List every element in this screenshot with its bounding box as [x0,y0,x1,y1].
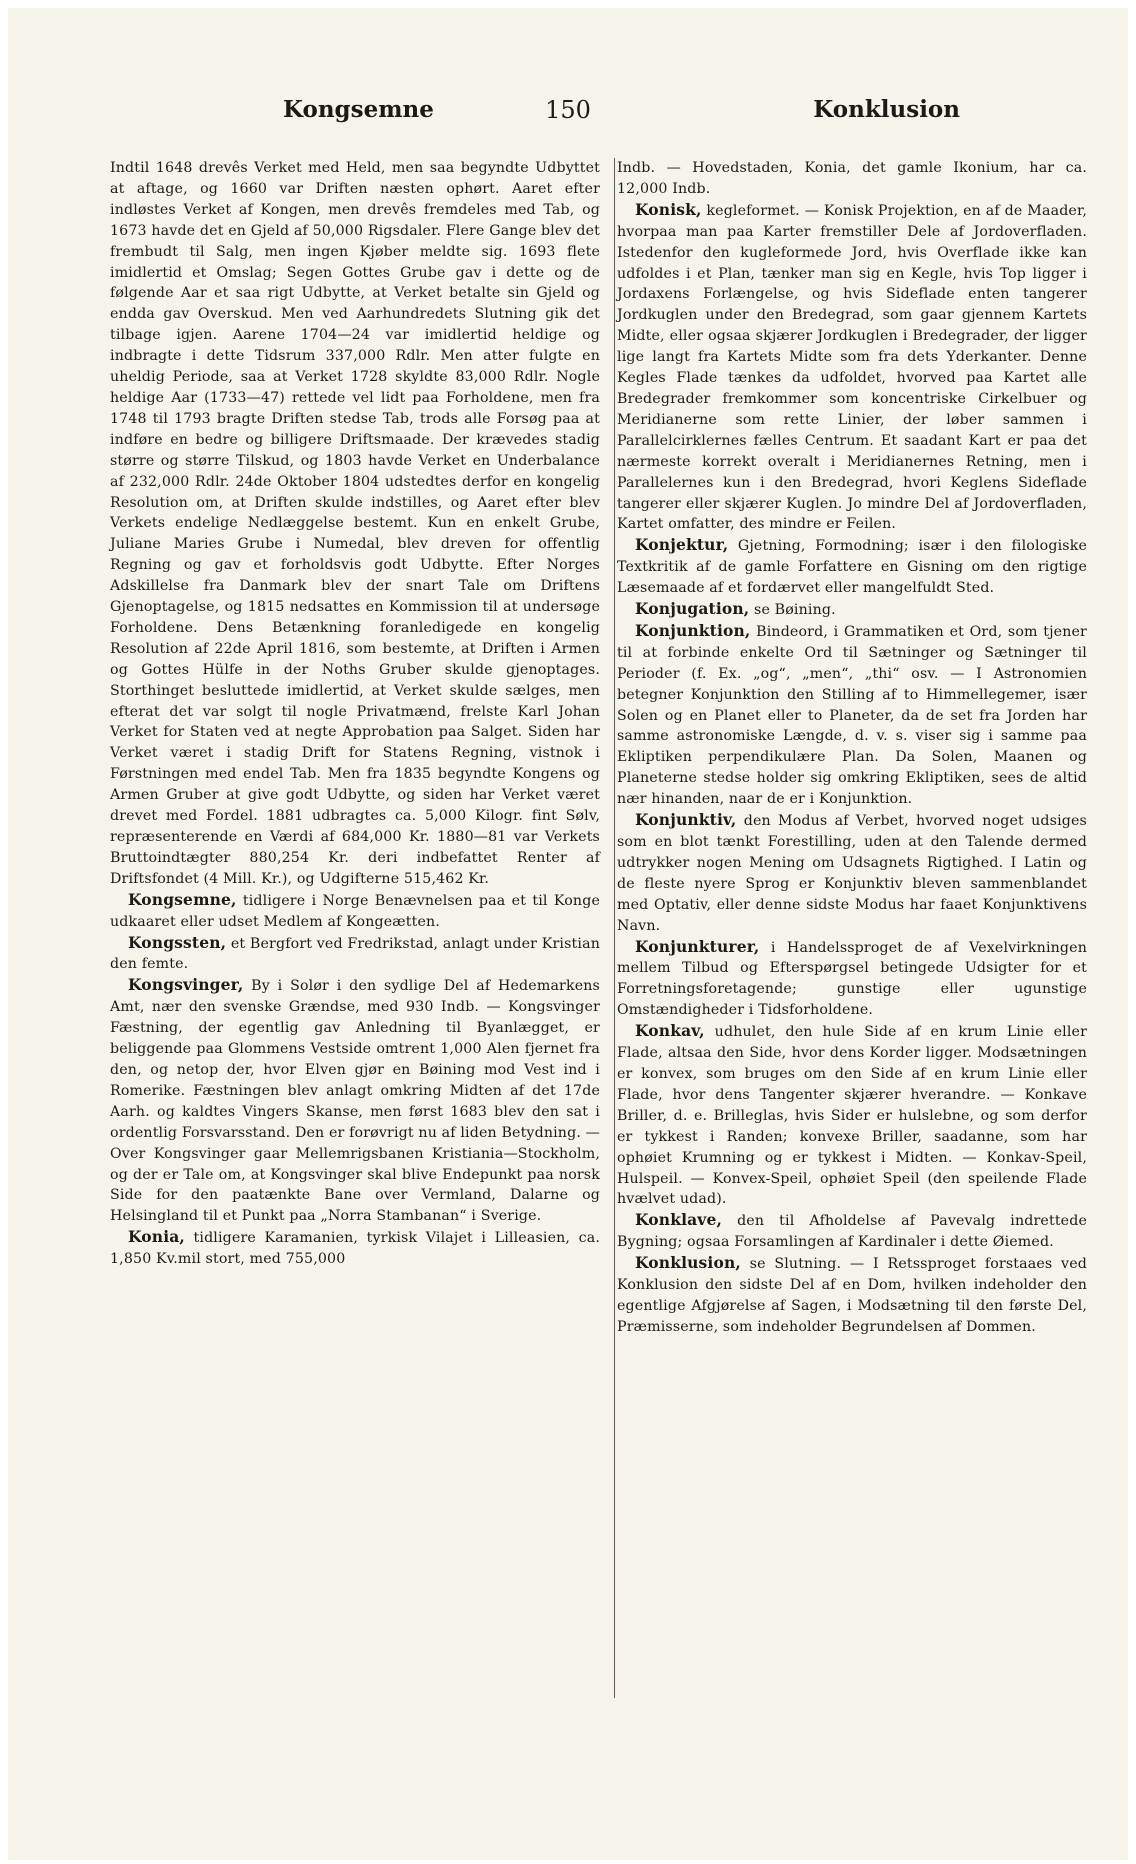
running-header [108,96,1028,136]
entry-text: den til Afholdelse af Pavevalg indrettede Bygning; ogsaa Forsamlingen af Kardinaler i dette Øiemed. [617,1213,1087,1251]
entry-headword: Konjunkturer, [635,936,760,956]
entry-headword: Konisk, [635,199,702,219]
entry-headword: Konklusion, [635,1253,741,1273]
entry-headword: Konia, [128,1227,185,1247]
left-column [110,158,615,1698]
entry-konjektur [617,535,1087,599]
book-page [8,8,1128,1860]
entry-kongssten [110,933,600,976]
entry-text: Indtil 1648 drevês Verket med Held, men saa begyndte Udbyttet at aftage, og 1660 var Driften næsten ophørt. Aaret efter indløstes Verket af Kongen, men drevês fremdeles med Tab, og 1673 havde det en Gjeld af 50,000 Rigsdaler. Flere Gange blev det frembudt til Salg, men ingen Kjøber meldte sig. 1693 flete imidlertid et Omslag; Segen Gottes Grube gav i dette og de følgende Aar et saa rigt Udbytte, at Verket betalte sin Gjeld og endda gav Overskud. Men ved Aarhundredets Slutning gik det tilbage igjen. Aarene 1704—24 var imidlertid heldige og indbragte i dette Tidsrum 337,000 Rdlr. Men atter fulgte en uheldig Periode, saa at Verket 1728 skyldte 83,000 Rdlr. Nogle heldige Aar (1733—47) rettede vel lidt paa Forholdene, men fra 1748 til 1793 bragte Driften stedse Tab, trods alle Forsøg paa at indføre en bedre og billigere Driftsmaade. Der krævedes stadig større og større Tilskud, og 1803 havde Verket en Underbalance af 232,000 Rdlr. 24de Oktober 1804 udstedtes derfor en kongelig Resolution om, at Driften skulde indstilles, og Aaret efter blev Verkets endelige Nedlæggelse bestemt. Kun en enkelt Grube, Juliane Maries Grube i Numedal, blev dreven for offentlig Regning og gav et forholdsvis godt Udbytte. Efter Norges Adskillelse fra Danmark blev der snart Tale om Driftens Gjenoptagelse, og 1815 nedsattes en Kommission til at undersøge Forholdene. Dens Betænkning foranledigede en kongelig Resolution af 22de April 1816, som bestemte, at Driften i Armen og Gottes Hülfe in der Noths Gruber skulde gjenoptages. Storthinget besluttede imidlertid, at Verket skulde sælges, men efterat det var solgt til nogle Privatmænd, frelste Karl Johan Verket for Staten ved at negte Approbation paa Salget. Siden har Verket været i stadig Drift for Statens Regning, vistnok i Førstningen med endel Tab. Men fra 1835 begyndte Kongens og Armen Gruber at give godt Udbytte, og siden har Verket været drevet med Fordel. 1881 udbragtes ca. 5,000 Kilogr. fint Sølv, repræsenterende en Værdi af 684,000 Kr. 1880—81 var Verkets Bruttoindtægter 880,254 Kr. deri indbefattet Renter af Driftsfondet (4 Mill. Kr.), og Udgifterne 515,462 Kr. [110,160,600,887]
entry-headword: Kongssten, [128,932,227,952]
entry-headword: Kongsvinger, [128,975,244,995]
entry-text: et Bergfort ved Fredrikstad, anlagt under Kristian den femte. [110,935,600,973]
entry-konjunkturer [617,937,1087,1022]
entry-headword: Konjektur, [635,535,729,555]
page-number: 150 [545,96,591,124]
right-column [617,158,1087,1338]
header-right-catchword: Konklusion [813,96,960,123]
entry-headword: Konjunktion, [635,620,751,640]
header-left-catchword: Kongsemne [283,96,434,123]
entry-kongsemne [110,890,600,933]
entry-text: udhulet, den hule Side af en krum Linie eller Flade, altsaa den Side, hvor dens Korder ligger. Modsætningen er konvex, som bruges om den Side af en krum Linie eller Flade, hvor dens Tangenter skjærer hverandre. — Konkave Briller, d. e. Brilleglas, hvis Sider er hulslebne, og som derfor er tykkest i Randen; konvexe Briller, saadanne, som har ophøiet Krumning og er tykkest i Midten. — Konkav-Speil, Hulspeil. — Konvex-Speil, ophøiet Speil (den speilende Flade hvælvet udad). [617,1024,1087,1208]
entry-text: tidligere Karamanien, tyrkisk Vilajet i Lilleasien, ca. 1,850 Kv.mil stort, med 755,000 [110,1230,600,1268]
entry-konkav [617,1021,1087,1210]
entry-konklusion [617,1253,1087,1338]
entry-konia [110,1227,600,1270]
entry-text: Gjetning, Formodning; især i den filologiske Textkritik af de gamle Forfattere en Gisning om den rigtige Læsemaade af et fordærvet eller mangelfuldt Sted. [617,538,1087,597]
entry-headword: Konkav, [635,1021,705,1041]
entry-konjunktion [617,621,1087,810]
entry-konjunktiv [617,810,1087,936]
entry-text: By i Solør i den sydlige Del af Hedemarkens Amt, nær den svenske Grændse, med 930 Indb. — Kongsvinger Fæstning, der egentlig gav Anledning til Byanlægget, er beliggende paa Glommens Vestside omtrent 1,000 Alen fjernet fra den, og netop der, hvor Elven gjør en Bøining mod Vest ind i Romerike. Fæstningen blev anlagt omkring Midten af det 17de Aarh. og kaldtes Vingers Skanse, men først 1683 blev den sat i ordentlig Forsvarsstand. Den er forøvrigt nu af liden Betydning. — Over Kongsvinger gaar Mellemrigsbanen Kristiania—Stockholm, og der er Tale om, at Kongsvinger skal blive Endepunkt paa norsk Side for den paatænkte Bane over Vermland, Dalarne og Helsingland til et Punkt paa „Norra Stambanan“ i Sverige. [110,978,600,1225]
entry-headword: Konjugation, [635,599,750,619]
entry-text: se Slutning. — I Retssproget forstaaes ved Konklusion den sidste Del af en Dom, hvilken indeholder den egentlige Afgjørelse af Sagen, i Modsætning til den første Del, Præmisserne, som indeholder Begrundelsen af Dommen. [617,1256,1087,1335]
entry-konjugation [617,599,1087,621]
entry-headword: Konklave, [635,1210,723,1230]
entry-text: Indb. — Hovedstaden, Konia, det gamle Ikonium, har ca. 12,000 Indb. [617,160,1087,197]
entry-konklave [617,1210,1087,1253]
entry-text: se Bøining. [749,602,836,619]
entry-headword: Kongsemne, [128,889,237,909]
entry-headword: Konjunktiv, [635,810,737,830]
entry-text: den Modus af Verbet, hvorved noget udsiges som en blot tænkt Forestilling, uden at den Talende dermed udtrykker nogen Mening om Udsagnets Rigtighed. I Latin og de fleste nyere Sprog er Konjunktiv bleven sammenblandet med Optativ, eller denne sidste Modus har faaet Konjunktivens Navn. [617,813,1087,934]
entry-text: tidligere i Norge Benævnelsen paa et til Konge udkaaret eller udset Medlem af Kongeætten. [110,892,600,930]
entry-konisk [617,200,1087,536]
entry-continuation [617,158,1087,200]
entry-text: i Handelssproget de af Vexelvirkningen mellem Tilbud og Efterspørgsel betingede Udsigter for et Forretningsforetagende; gunstige eller ugunstige Omstændigheder i Tidsforholdene. [617,939,1087,1019]
entry-text: kegleformet. — Konisk Projektion, en af de Maader, hvorpaa man paa Karter fremstiller Dele af Jordoverfladen. Istedenfor den kugleformede Jord, hvis Overflade ikke kan udfoldes i et Plan, tænker man sig en Kegle, hvis Top ligger i Jordaxens Forlængelse, og hvis Sideflade enten tangerer Jordkuglen under den Bredegrad, som gaar gjennem Kartets Midte, eller ogsaa skjærer Jordkuglen i Bredegrader, der ligger lige langt fra Kartets Midte som fra dets Yderkanter. Denne Kegles Flade tænkes da udfoldet, hvorved paa Kartet alle Bredegrader fremkommer som koncentriske Cirkelbuer og Meridianerne som rette Linier, der løber sammen i Parallelcirklernes fælles Centrum. Et saadant Kart er paa det nærmeste korrekt overalt i Meridianernes Retning, men i Parallelernes kun i den Bredegrad, hvori Keglens Sideflade tangerer eller skjærer Kuglen. Jo mindre Del af Jordoverfladen, Kartet omfatter, des mindre er Feilen. [617,202,1087,533]
entry-text: Bindeord, i Grammatiken et Ord, som tjener til at forbinde enkelte Ord til Sætninger og Sætninger til Perioder (f. Ex. „og“, „men“, „thi“ osv. — I Astronomien betegner Konjunktion den Stilling af to Himmellegemer, især Solen og en Planet eller to Planeter, da de set fra Jorden har samme astronomiske Længde, d. v. s. viser sig i samme paa Ekliptiken perpendikulære Plan. Da Solen, Maanen og Planeterne stedse holder sig omkring Ekliptiken, sees de altid nær hinanden, naar de er i Konjunktion. [617,623,1087,808]
entry-continuation [110,158,600,890]
entry-kongsvinger [110,975,600,1227]
